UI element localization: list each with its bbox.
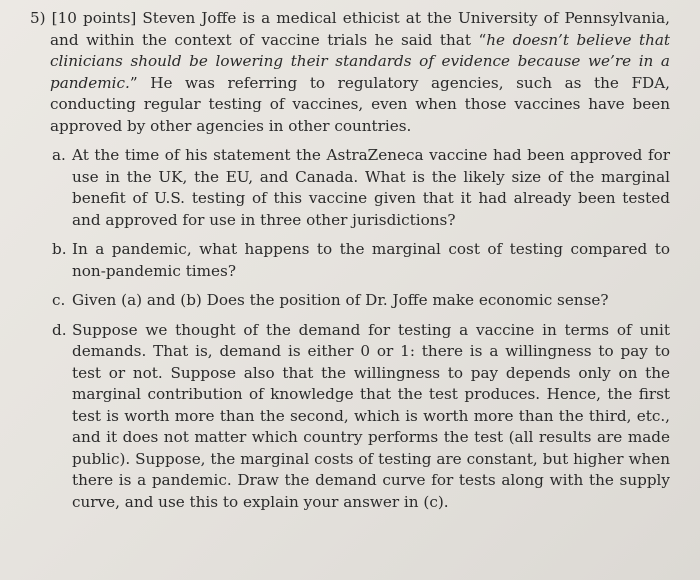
question-outro: ” He was referring to regulatory agencies, such as the FDA, conducting regular testing of vaccines, even when those vaccines have been approved by other agencies in other countries. [50,73,670,135]
part-b-letter: b. [52,240,67,258]
part-c [30,290,670,312]
question-number: 5) [30,9,46,27]
part-a-letter: a. [52,146,66,164]
question-points: [10 points] [51,9,137,27]
joffe-quote: he doesn’t believe that clinicians should be lowering their standards of evidence because we’re in a pandemic. [50,30,671,92]
part-c-text: Given (a) and (b) Does the position of Dr. Joffe make economic sense? [72,291,609,309]
question-5-prompt [30,8,670,137]
part-d-text: Suppose we thought of the demand for testing a vaccine in terms of unit demands. That is, demand is either 0 or 1: there is a willingness to pay to test or not. Suppose also that the willingness to pay depends only on the marginal contribution of knowledge that the test produces. Hence, the first test is worth more than the second, which is worth more than the third, etc., and it does not matter which country performs the test (all results are made public). Suppose, the marginal costs of testing are constant, but higher when there is a pandemic. Draw the demand curve for tests along with the supply curve, and use this to explain your answer in (c). [72,320,670,511]
question-parts-list [30,145,670,513]
part-a [30,145,670,231]
part-c-letter: c. [52,291,66,309]
part-b-text: In a pandemic, what happens to the marginal cost of testing compared to non-pandemic times? [72,240,670,280]
question-intro: Steven Joffe is a medical ethicist at the University of Pennsylvania, and within the context of vaccine trials he said that “ [50,9,670,49]
part-d-letter: d. [52,320,67,339]
part-a-text: At the time of his statement the AstraZeneca vaccine had been approved for use in the UK, the EU, and Canada. What is the likely size of the marginal benefit of U.S. testing of this vaccine given that it had already been tested and approved for use in three other jurisdictions? [72,146,670,229]
part-d [30,320,670,514]
part-b [30,239,670,282]
